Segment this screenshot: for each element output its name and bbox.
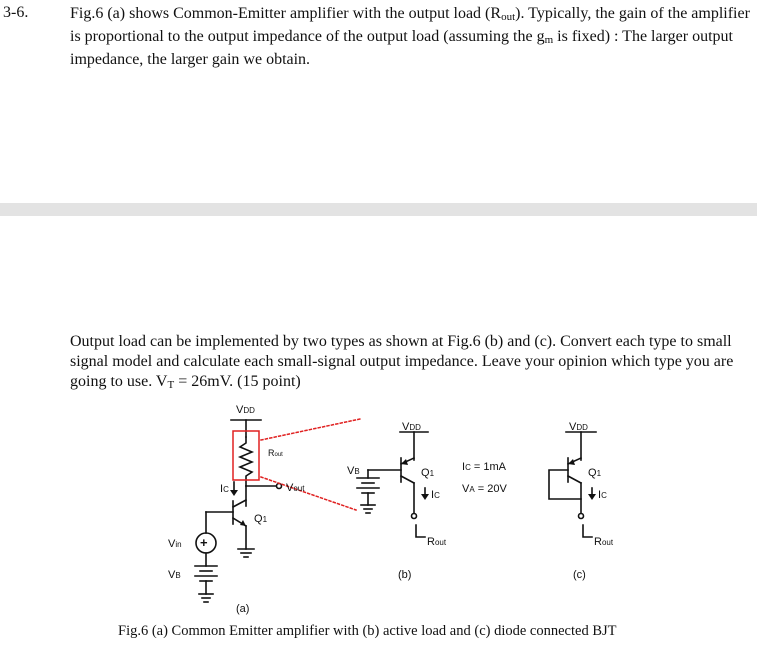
a-rout-label: Rout xyxy=(268,448,283,458)
b-ic-value: IC = 1mA xyxy=(462,461,506,473)
a-vout-label: Vout xyxy=(286,482,305,494)
b-vdd-label: VDD xyxy=(402,421,421,433)
intro-text-c: is fixed) : The larger output impedance, the larger gain we obtain. xyxy=(70,28,733,68)
callout-lines xyxy=(261,419,360,510)
a-q1-label: Q1 xyxy=(254,513,268,525)
c-rout-label: Rout xyxy=(594,536,614,548)
gm-main: g xyxy=(536,28,545,45)
b-va-value: VA = 20V xyxy=(462,483,507,495)
intro-text-a: Fig.6 (a) shows Common-Emitter amplifier with the output load ( xyxy=(70,5,491,22)
c-q1-label: Q1 xyxy=(588,467,602,479)
task-text-b: = 26mV. (15 point) xyxy=(174,373,301,390)
a-ic-label: IC xyxy=(220,483,229,495)
circuit-c xyxy=(549,432,596,537)
vt-sub: T xyxy=(167,379,175,391)
rout-main: R xyxy=(490,5,502,22)
figure-caption: Fig.6 (a) Common Emitter amplifier with (b) active load and (c) diode connected BJT xyxy=(118,623,617,639)
c-figure-label: (c) xyxy=(573,569,586,581)
gm-sub: m xyxy=(544,34,554,46)
a-vdd-label: VDD xyxy=(236,404,255,416)
a-source-plus: + xyxy=(200,535,208,550)
a-vb-label: VB xyxy=(168,569,181,581)
b-q1-label: Q1 xyxy=(421,467,435,479)
b-rout-label: Rout xyxy=(427,536,447,548)
task-text-a: Output load can be implemented by two types as shown at Fig.6 (b) and (c). Convert each type to small signal model and calculate each small-signal output impedance. Leave your opinion which type you are going to use. V xyxy=(70,333,734,390)
circuit-b xyxy=(357,432,429,537)
b-figure-label: (b) xyxy=(398,569,412,581)
intro-text-b: ). Typically, the gain of the amplifier is proportional to the output impedance of the output load (assuming the xyxy=(70,5,750,45)
c-vdd-label: VDD xyxy=(569,421,588,433)
a-figure-label: (a) xyxy=(236,603,250,615)
problem-number: 3-6. xyxy=(3,4,29,21)
rout-sub: out xyxy=(501,11,516,23)
b-ic-label: IC xyxy=(431,489,440,501)
b-vb-label: VB xyxy=(347,465,360,477)
c-ic-label: IC xyxy=(598,489,607,501)
a-vin-label: Vin xyxy=(168,538,182,550)
